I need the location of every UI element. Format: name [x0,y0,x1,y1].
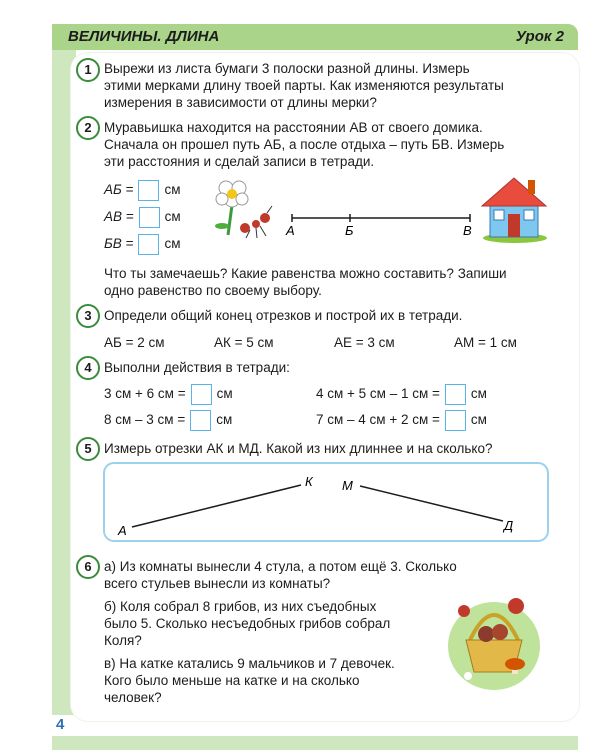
page-number: 4 [56,716,65,733]
task-5-frame [104,463,548,541]
task-2-line-2: Сначала он прошел путь АБ, а после отдыха – путь БВ. Измерь [104,137,505,152]
expression: 4 см + 5 см – 1 см = [316,386,440,402]
unit: см [164,236,181,252]
task-2-question-1: Что ты замечаешь? Какие равенства можно составить? Запиши [104,266,507,281]
task-2-number: 2 [76,116,100,140]
page-title: ВЕЛИЧИНЫ. ДЛИНА [68,28,220,45]
task-6v-line-2: Кого было меньше на катке и на сколько [104,673,360,688]
point-a-label: А [286,223,295,238]
task-1-line-3: измерения в зависимости от длины мерки? [104,95,377,110]
task-6v-line-3: человек? [104,690,162,705]
lesson-label: Урок 2 [515,28,564,45]
task-6b-line-1: б) Коля собрал 8 грибов, из них съедобных [104,599,377,614]
task-2-line-3: эти расстояния и сделай записи в тетради. [104,154,375,169]
ant-icon [240,206,272,238]
task-1-number: 1 [76,58,100,82]
task-3-item-ae: АЕ = 3 см [334,335,395,350]
task-3-item-ak: АК = 5 см [214,335,274,350]
task-4-number: 4 [76,356,100,380]
task-4-line: Выполни действия в тетради: [104,360,290,375]
task-6-number: 6 [76,555,100,579]
bottom-strip [52,736,578,750]
house-icon [482,178,547,243]
expression: 7 см – 4 см + 2 см = [316,412,440,428]
task-6a-line-1: а) Из комнаты вынесли 4 стула, а потом ещё 3. Сколько [104,559,457,574]
unit: см [216,386,233,402]
task-5-line: Измерь отрезки АК и МД. Какой из них длиннее и на сколько? [104,441,493,456]
task-6v-line-1: в) На катке катались 9 мальчиков и 7 девочек. [104,656,395,671]
row-label: БВ = [104,236,134,252]
task-6b-line-2: было 5. Сколько несъедобных грибов собрал [104,616,391,631]
point-b-label: Б [345,223,354,238]
task-3-item-ab: АБ = 2 см [104,335,165,350]
unit: см [470,386,487,402]
task-5-number: 5 [76,437,100,461]
task-3-number: 3 [76,304,100,328]
task-6a-line-2: всего стульев вынесли из комнаты? [104,576,331,591]
task-2-question-2: одно равенство по своему выбору. [104,283,322,298]
point-v-label: В [463,223,472,238]
task-1-line-2: этими мерками длину твоей парты. Как изменяются результаты [104,78,504,93]
segment-md [360,486,503,521]
expression: 3 см + 6 см = [104,386,186,402]
point-d-label: Д [504,518,514,533]
segment-ak [132,485,301,527]
mushroom-basket-icon [448,598,540,690]
task-3-item-am: АМ = 1 см [454,335,517,350]
unit: см [216,412,233,428]
point-k-label: К [305,474,313,489]
expression: 8 см – 3 см = [104,412,186,428]
row-label: АВ = [104,209,134,225]
point-a-label-5: А [118,523,127,538]
unit: см [470,412,487,428]
task-6b-line-3: Коля? [104,633,142,648]
task-3-line: Определи общий конец отрезков и построй их в тетради. [104,308,463,323]
unit: см [164,209,181,225]
unit: см [164,182,181,198]
point-m-label: М [342,478,353,493]
row-label: АБ = [104,182,134,198]
task-1-line-1: Вырежи из листа бумаги 3 полоски разной длины. Измерь [104,61,470,76]
task-2-line-1: Муравьишка находится на расстоянии АВ от своего домика. [104,120,483,135]
